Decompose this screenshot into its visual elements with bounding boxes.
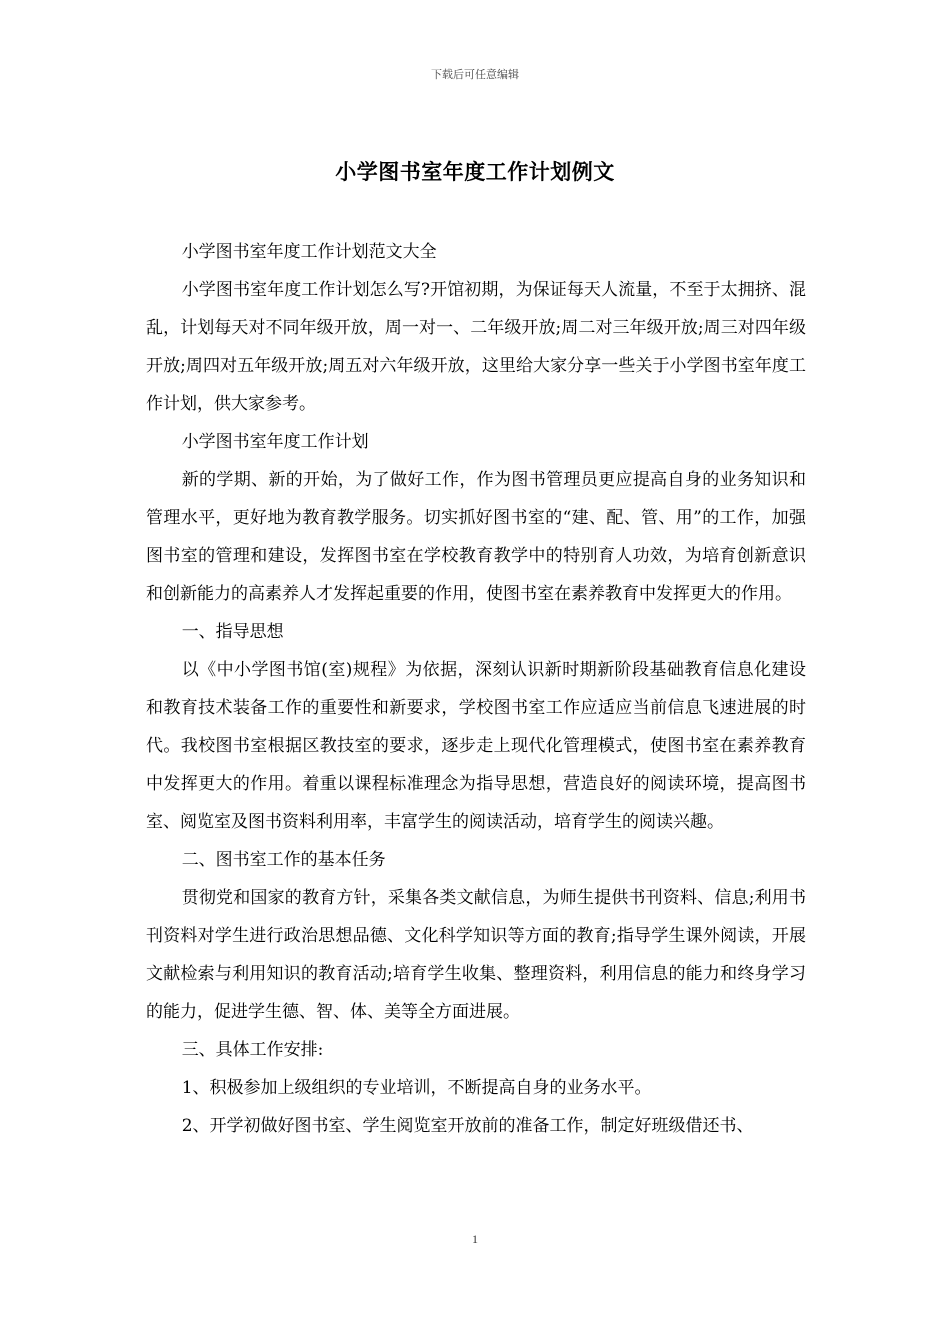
paragraph-subtitle: 小学图书室年度工作计划范文大全 [181,242,437,262]
section-heading-1: 一、指导思想 [181,622,284,642]
section-heading-2: 二、图书室工作的基本任务 [181,850,386,870]
list-item-2: 2、开学初做好图书室、学生阅览室开放前的准备工作，制定好班级借还书、 [181,1116,754,1136]
document-body [146,233,806,1145]
list-item-1: 1、积极参加上级组织的专业培训，不断提高自身的业务水平。 [181,1078,652,1098]
paragraph-plan-heading: 小学图书室年度工作计划 [181,432,369,452]
paragraph-guiding-thought: 以《中小学图书馆(室)规程》为依据，深刻认识新时期新阶段基础教育信息化建设和教育技术装备工作的重要性和新要求，学校图书室工作应适应当前信息飞速进展的时代。我校图书室根据区教技室的要求，逐步走上现代化管理模式，使图书室在素养教育中发挥更大的作用。着重以课程标准理念为指导思想，营造良好的阅读环境，提高图书室、阅览室及图书资料利用率，丰富学生的阅读活动，培育学生的阅读兴趣。 [146,660,806,832]
page-number: 1 [472,1232,478,1246]
paragraph-overview: 新的学期、新的开始，为了做好工作，作为图书管理员更应提高自身的业务知识和管理水平，更好地为教育教学服务。切实抓好图书室的“建、配、管、用”的工作，加强图书室的管理和建设，发挥图书室在学校教育教学中的特别育人功效，为培育创新意识和创新能力的高素养人才发挥起重要的作用，使图书室在素养教育中发挥更大的作用。 [146,470,806,604]
header-note: 下载后可任意编辑 [431,68,519,81]
section-heading-3: 三、具体工作安排: [181,1040,324,1060]
document-title: 小学图书室年度工作计划例文 [335,160,615,184]
paragraph-basic-tasks: 贯彻党和国家的教育方针，采集各类文献信息，为师生提供书刊资料、信息;利用书刊资料对学生进行政治思想品德、文化科学知识等方面的教育;指导学生课外阅读，开展文献检索与利用知识的教育活动;培育学生收集、整理资料，利用信息的能力和终身学习的能力，促进学生德、智、体、美等全方面进展。 [146,888,806,1022]
paragraph-intro: 小学图书室年度工作计划怎么写?开馆初期，为保证每天人流量，不至于太拥挤、混乱，计划每天对不同年级开放，周一对一、二年级开放;周二对三年级开放;周三对四年级开放;周四对五年级开放;周五对六年级开放，这里给大家分享一些关于小学图书室年度工作计划，供大家参考。 [146,280,806,414]
